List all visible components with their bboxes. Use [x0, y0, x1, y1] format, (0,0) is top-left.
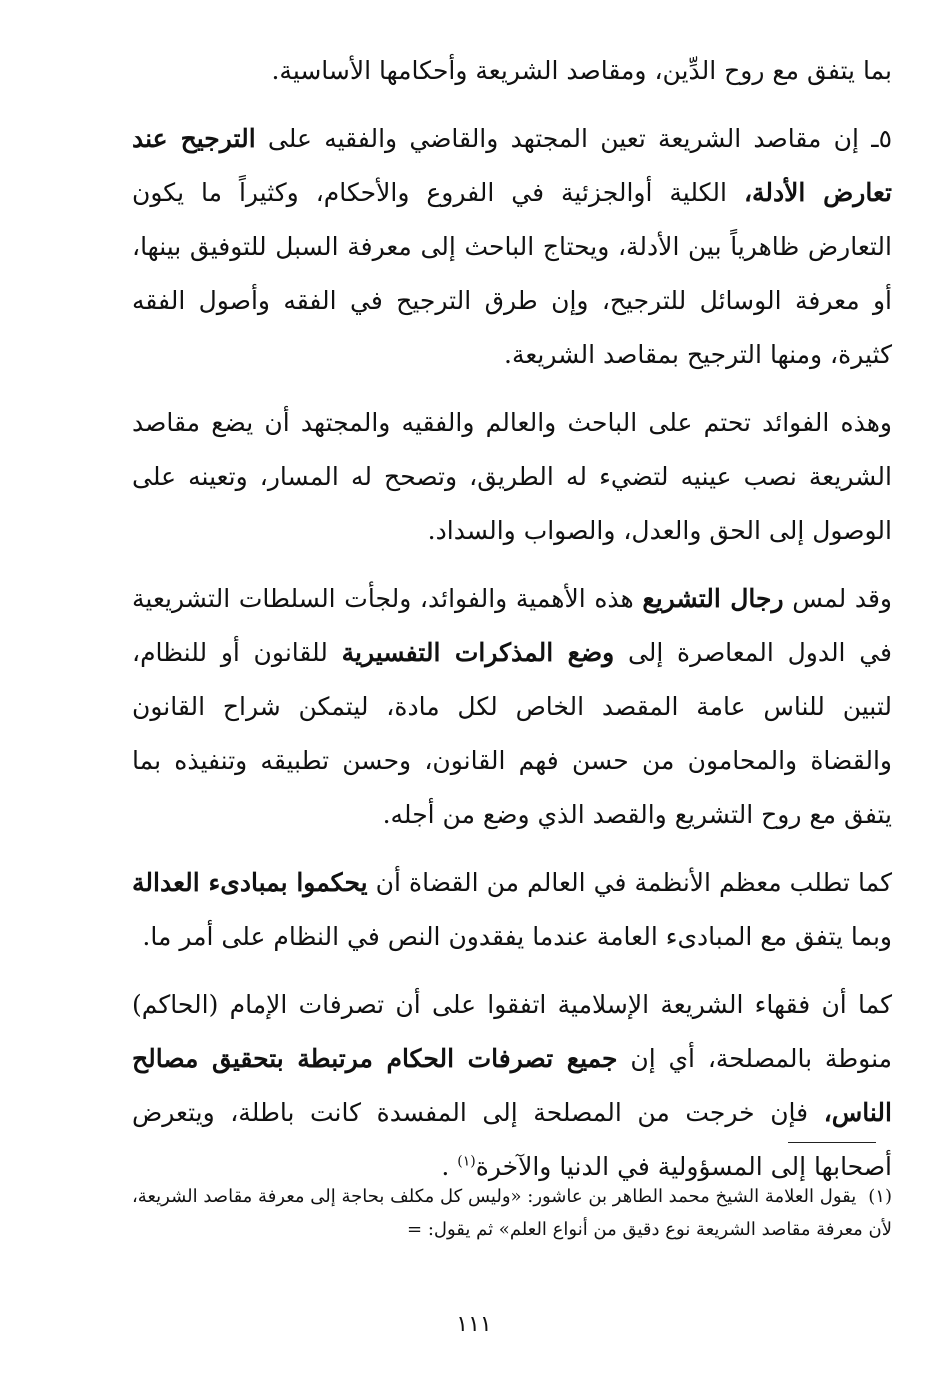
footnote-number: (١)	[868, 1186, 892, 1207]
text-run: فإن خرجت من المصلحة إلى المفسدة كانت باطلة، ويتعرض أصحابها إلى المسؤولية في الدنيا والآخرة	[132, 1098, 892, 1181]
paragraph	[132, 978, 892, 1194]
paragraph	[132, 572, 892, 842]
page-number: ١١١	[456, 1312, 492, 1337]
text-run: بما يتفق مع روح الدِّين، ومقاصد الشريعة وأحكامها الأساسية.	[271, 56, 892, 85]
footnote	[132, 1180, 892, 1246]
bold-text: يحكموا بمبادىء العدالة	[132, 868, 368, 897]
bold-text: جميع تصرفات الحكام مرتبطة بتحقيق مصالح الناس،	[132, 1044, 892, 1127]
footnote-reference: (١)	[457, 1153, 476, 1170]
text-run: هذه الأهمية والفوائد، ولجأت السلطات التشريعية في الدول المعاصرة إلى	[132, 584, 892, 667]
paragraph	[132, 396, 892, 558]
bold-text: وضع المذكرات التفسيرية	[341, 638, 615, 667]
text-run: وبما يتفق مع المبادىء العامة عندما يفقدون النص في النظام على أمر ما.	[142, 922, 892, 951]
footnote-text: يقول العلامة الشيخ محمد الطاهر بن عاشور: «وليس كل مكلف بحاجة إلى معرفة مقاصد الشريعة، لأن معرفة مقاصد الشريعة نوع دقيق من أنواع العلم» ثم يقول: =	[132, 1186, 892, 1240]
text-run: الكلية أوالجزئية في الفروع والأحكام، وكثيراً ما يكون التعارض ظاهرياً بين الأدلة، ويحتاج الباحث إلى معرفة السبل للتوفيق بينها، أو معرفة الوسائل للترجيح، وإن طرق الترجيح في الفقه وأصول الفقه كثيرة، ومنها الترجيح بمقاصد الشريعة.	[132, 178, 892, 369]
text-run: .	[441, 1152, 458, 1181]
bold-text: الترجيح عند تعارض الأدلة،	[132, 124, 893, 207]
text-run: وقد لمس	[783, 584, 892, 613]
paragraph	[132, 44, 892, 98]
text-run: وهذه الفوائد تحتم على الباحث والعالم والفقيه والمجتهد أن يضع مقاصد الشريعة نصب عينيه لتضيء له الطريق، وتصحح له المسار، وتعينه على الوصول إلى الحق والعدل، والصواب والسداد.	[132, 408, 892, 545]
text-run: للقانون أو للنظام، لتبين للناس عامة المقصد الخاص لكل مادة، ليتمكن شراح القانون والقضاة والمحامون من حسن فهم القانون، وحسن تطبيقه وتنفيذه بما يتفق مع روح التشريع والقصد الذي وضع من أجله.	[132, 638, 892, 829]
text-run: كما تطلب معظم الأنظمة في العالم من القضاة أن	[367, 868, 892, 897]
footnote-separator	[788, 1142, 876, 1143]
paragraph	[132, 112, 892, 382]
paragraph	[132, 856, 892, 964]
bold-text: رجال التشريع	[642, 584, 784, 613]
page-body	[132, 44, 892, 1208]
text-run: كما أن فقهاء الشريعة الإسلامية اتفقوا على أن تصرفات الإمام (الحاكم) منوطة بالمصلحة، أي إن	[132, 990, 893, 1073]
text-run: ٥ـ إن مقاصد الشريعة تعين المجتهد والقاضي والفقيه على	[255, 124, 893, 153]
